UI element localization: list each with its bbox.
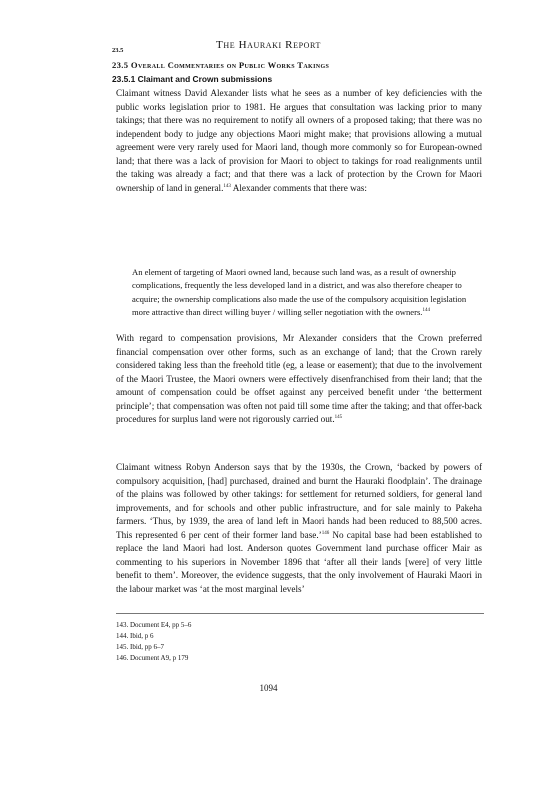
paragraph-3-tail: No capital base had been established to replace the land Maori had lost. Anderson quotes Government land purchase officer Mair as commenting to his superiors in November 1896 that ‘after all their lands [were] of very little benefit to them’. Moreover, the evidence suggests, that the only involvement of Hauraki Maori in the labour market was ‘at the most marginal levels’ bbox=[116, 529, 482, 594]
footnote-divider bbox=[116, 613, 484, 614]
page-number: 1094 bbox=[259, 683, 278, 693]
block-quote bbox=[132, 266, 472, 320]
running-header: The Hauraki Report bbox=[216, 39, 321, 51]
footnote-ref-143: 143 bbox=[223, 183, 231, 189]
footnote-146: 146. Document A9, p 179 bbox=[116, 654, 189, 662]
paragraph-3 bbox=[116, 461, 482, 596]
paragraph-1-tail: Alexander comments that there was: bbox=[230, 182, 367, 193]
footnote-145: 145. Ibid, pp 6–7 bbox=[116, 643, 165, 651]
footnote-143: 143. Document E4, pp 5–6 bbox=[116, 621, 192, 629]
paragraph-3-text: Claimant witness Robyn Anderson says that by the 1930s, the Crown, ‘backed by powers of compulsory acquisition, [had] purchased, drained and burnt the Hauraki floodplain’. The drainage of the plains was followed by other takings: for settlement for returned soldiers, for general land improvements, and for schools and other public infrastructure, and for sale mainly to Pakeha farmers. ‘Thus, by 1939, the area of land left in Maori hands had been reduced to 88,500 acres. This represented 6 per cent of their former land base.’ bbox=[116, 462, 482, 540]
footnote-ref-144: 144 bbox=[422, 308, 430, 314]
paragraph-2 bbox=[116, 332, 482, 427]
footnote-144: 144. Ibid, p 6 bbox=[116, 632, 154, 640]
subsection-heading: 23.5.1 Claimant and Crown submissions bbox=[112, 74, 273, 84]
block-quote-text: An element of targeting of Maori owned land, because such land was, as a result of ownership complications, frequently the less developed land in a district, and was also therefore cheaper to acquire; the ownership complications also made the use of the compulsory acquisition legislation more attractive than direct willing buyer / willing seller negotiation with the owners. bbox=[132, 267, 467, 318]
section-number: 23.5 bbox=[112, 47, 124, 54]
footnote-ref-146: 146 bbox=[321, 530, 330, 536]
section-heading: 23.5 Overall Commentaries on Public Works Takings bbox=[112, 60, 330, 70]
paragraph-2-text: With regard to compensation provisions, Mr Alexander considers that the Crown preferred financial compensation over other forms, such as an exchange of land; that the Crown rarely considered taking less than the freehold title (eg, a lease or easement); that due to the involvement of the Maori Trustee, the Maori owners were effectively disenfranchised from their land; that the amount of compensation could be offset against any perceived benefit under ‘the betterment principle’; that compensation was often not paid till some time after the taking; and that offer-back procedures for surplus land were not rigorously carried out. bbox=[116, 333, 482, 424]
paragraph-1-text: Claimant witness David Alexander lists what he sees as a number of key deficiencies with the public works legislation prior to 1981. He argues that consultation was lacking prior to many takings; that there was no requirement to notify all owners of a proposed taking; that there was no independent body to judge any objections Maori might make; that provisions allowing a mutual agreement were very rarely used for Maori land, though more commonly so for European-owned land; that there was a lack of provision for Maori to object to takings for road realignments until the taking was already a fact; and that there was a lack of protection by the Crown for Maori ownership of land in general. bbox=[116, 88, 482, 193]
paragraph-1 bbox=[116, 87, 482, 195]
footnote-ref-145: 145 bbox=[334, 414, 343, 420]
